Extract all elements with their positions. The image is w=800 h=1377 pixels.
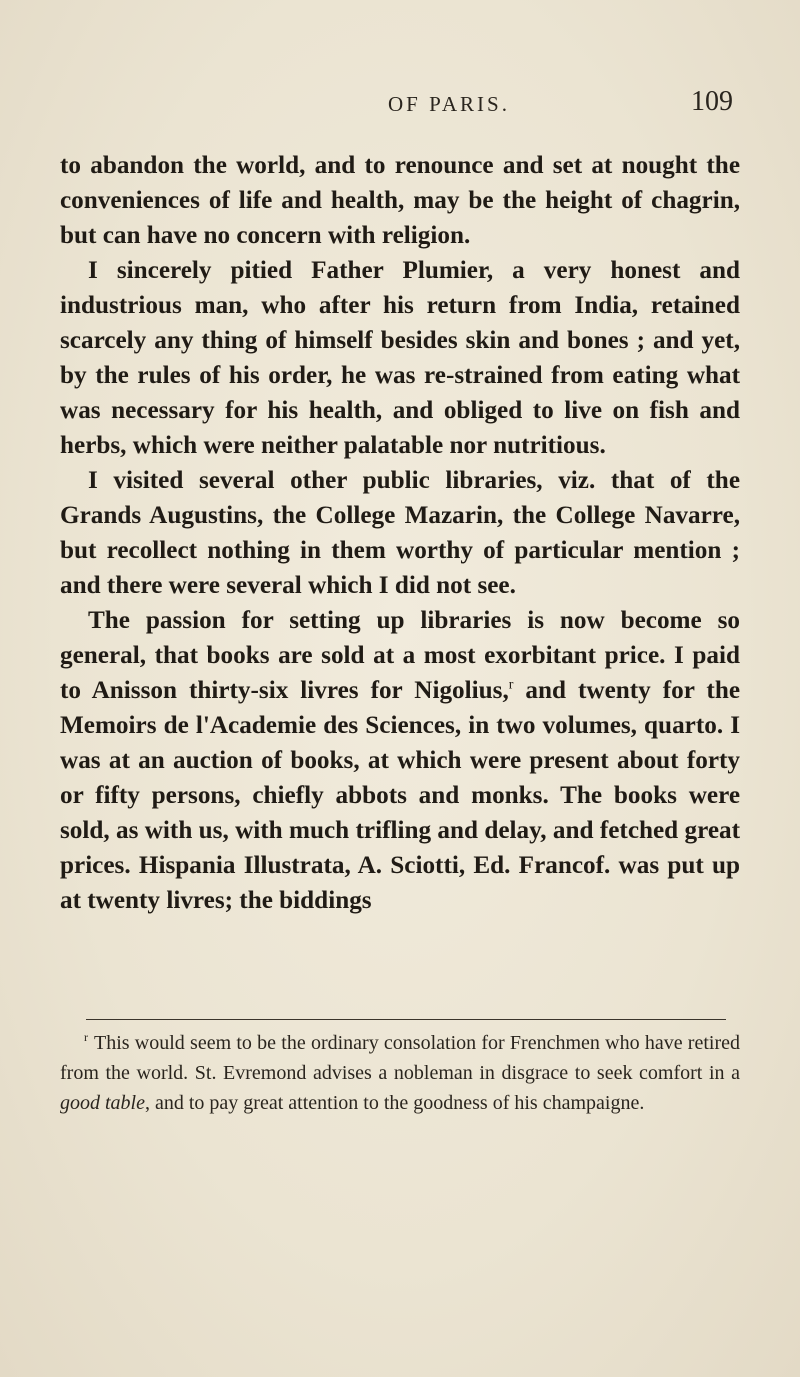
page-number: 109 xyxy=(691,86,733,117)
paragraph-1: to abandon the world, and to renounce and set at nought the conveniences of life and health, may be the height of chagrin, but can have no concern with religion. xyxy=(60,152,740,249)
footnote-text-part-1: This would seem to be the ordinary consolation for Frenchmen who have retired from the world. St. Evremond advises a nobleman in disgrace to seek comfort in a xyxy=(60,1032,740,1084)
footnote-reference: r xyxy=(508,677,514,693)
footnote-text xyxy=(60,1028,740,1118)
paragraph-4 xyxy=(60,603,740,918)
paragraph-3: I visited several other public libraries, viz. that of the Grands Augustins, the College Mazarin, the College Navarre, but recollect nothing in them worthy of particular mention ; and there were several which I did not see. xyxy=(60,467,740,599)
page-header xyxy=(0,86,800,126)
footnote-divider xyxy=(86,1019,726,1020)
footnote-marker: r xyxy=(84,1030,88,1045)
footnote-emphasis: good table xyxy=(60,1092,145,1114)
footnote-text-part-2: , and to pay great attention to the goodness of his champaigne. xyxy=(145,1092,645,1114)
main-text xyxy=(60,148,740,918)
paragraph-4-part-1: The passion for setting up libraries is now become so general, that books are sold at a most exorbitant price. I paid to Anisson thirty-six livres for Nigolius, xyxy=(60,607,740,704)
paragraph-4-part-2: and twenty for the Memoirs de l'Academie des Sciences, in two volumes, quarto. I was at an auction of books, at which were present about forty or fifty persons, chiefly abbots and monks. The books were sold, as with us, with much trifling and delay, and fetched great prices. Hispania Illustrata, A. Sciotti, Ed. Francof. was put up at twenty livres; the biddings xyxy=(60,677,741,914)
footnote xyxy=(60,1028,740,1118)
running-head: OF PARIS. xyxy=(388,92,510,116)
paragraph-2: I sincerely pitied Father Plumier, a very honest and industrious man, who after his return from India, retained scarcely any thing of himself besides skin and bones ; and yet, by the rules of his order, he was re-strained from eating what was necessary for his health, and obliged to live on fish and herbs, which were neither palatable nor nutritious. xyxy=(60,257,740,459)
